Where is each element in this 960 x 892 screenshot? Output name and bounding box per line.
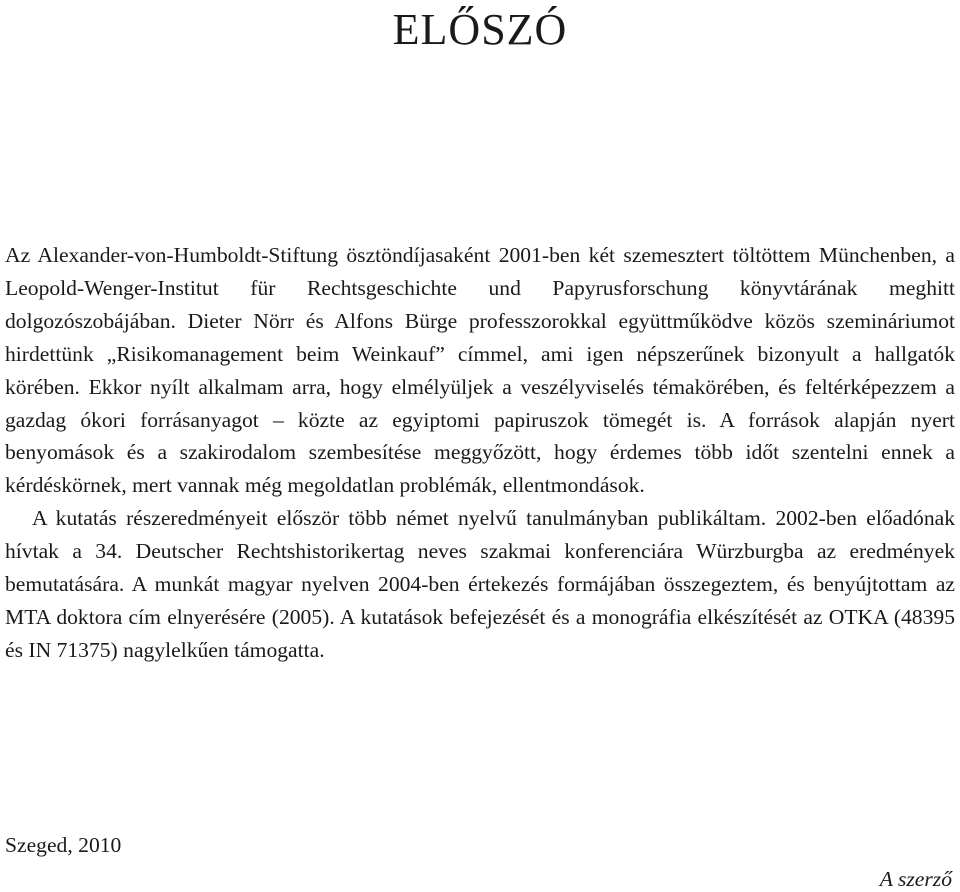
place-and-date: Szeged, 2010 [5,833,122,857]
author-signature: A szerző [879,867,952,891]
page-title: ELŐSZÓ [392,5,568,54]
paragraph-2: A kutatás részeredményeit először több német nyelvű tanulmányban publikáltam. 2002-ben előadónak hívtak a 34. Deutscher Rechtshistorikertag neves szakmai konferenciára Würzburgba az eredmények bemutatására. A munkát magyar nyelven 2004-ben értekezés formájában összegeztem, és benyújtottam az MTA doktora cím elnyerésére (2005). A kutatások befejezését és a monográfia elkészítését az OTKA (48395 és IN 71375) nagylelkűen támogatta. [5,506,955,662]
paragraph-1: Az Alexander-von-Humboldt-Stiftung ösztöndíjasaként 2001-ben két szemesztert töltöttem Münchenben, a Leopold-Wenger-Institut für Rechtsgeschichte und Papyrusforschung könyvtárának meghitt dolgozószobájában. Dieter Nörr és Alfons Bürge professzorokkal együttműködve közös szemináriumot hirdettünk „Risikomanagement beim Weinkauf” címmel, ami igen népszerűnek bizonyult a hallgatók körében. Ekkor nyílt alkalmam arra, hogy elmélyüljek a veszélyviselés témakörében, és feltérképezzem a gazdag ókori forrásanyagot – közte az egyiptomi papiruszok tömegét is. A források alapján nyert benyomások és a szakirodalom szembesítése meggyőzött, hogy érdemes több időt szentelni ennek a kérdéskörnek, mert vannak még megoldatlan problémák, ellentmondások. [5,243,955,498]
preface-body [5,239,955,667]
